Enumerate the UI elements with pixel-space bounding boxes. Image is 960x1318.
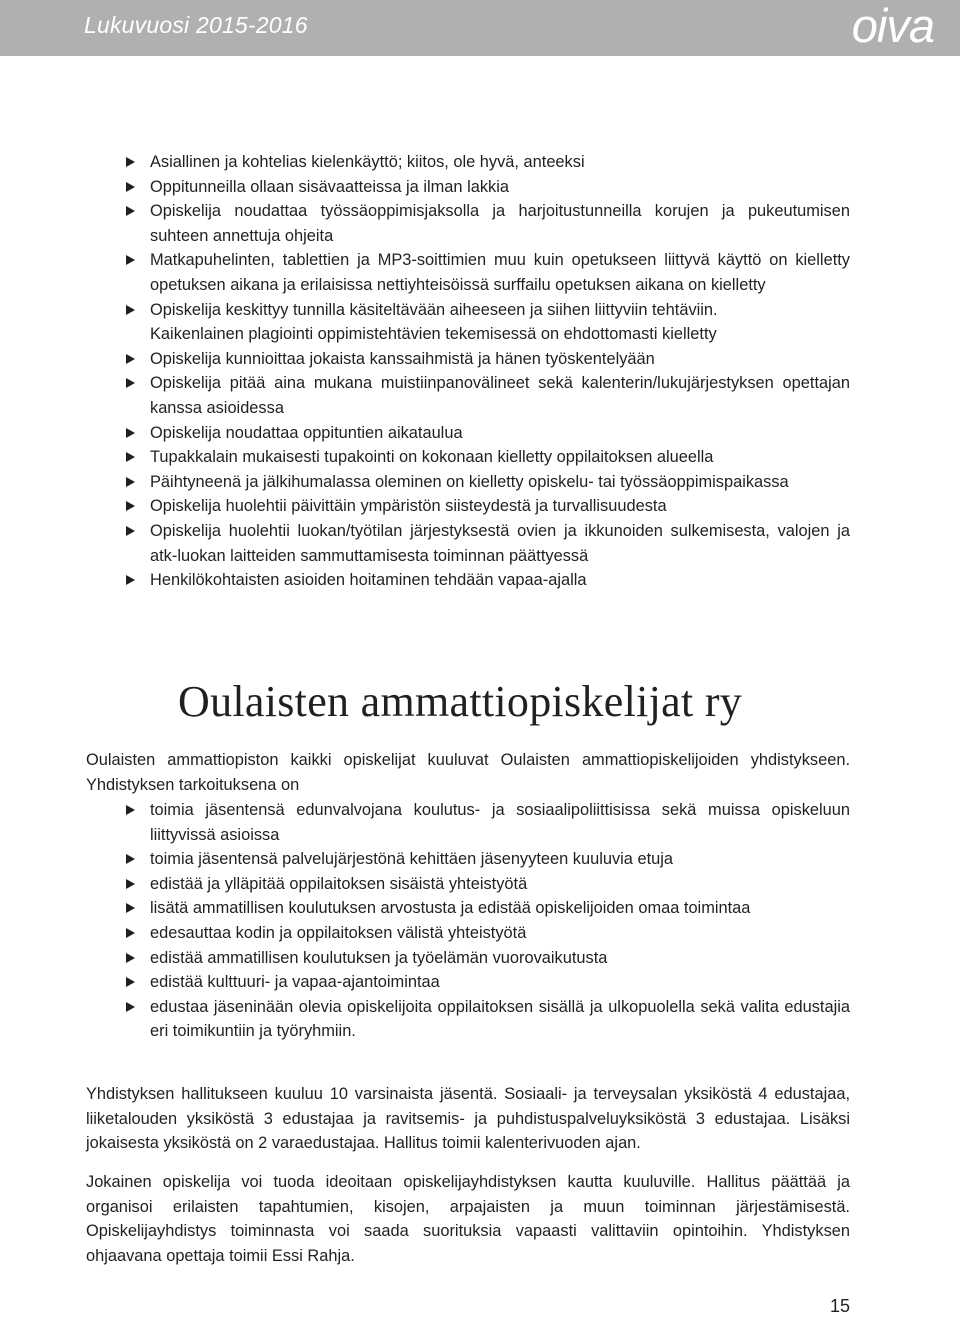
list-item — [126, 445, 850, 470]
list-item — [126, 371, 850, 420]
list-item — [126, 175, 850, 200]
list-item-text: lisätä ammatillisen koulutuksen arvostusta ja edistää opiskelijoiden omaa toimintaa — [150, 899, 751, 918]
arrow-bullet-icon — [126, 928, 135, 938]
list-item-text: Opiskelija kunnioittaa jokaista kanssaihmistä ja hänen työskentelyään — [150, 349, 655, 368]
list-item-text: edistää ammatillisen koulutuksen ja työelämän vuorovaikutusta — [150, 948, 608, 967]
list-item — [126, 347, 850, 372]
list-item — [126, 970, 850, 995]
arrow-bullet-icon — [126, 354, 135, 364]
section-title: Oulaisten ammattiopiskelijat ry — [178, 677, 743, 726]
arrow-bullet-icon — [126, 575, 135, 585]
list-item — [126, 421, 850, 446]
arrow-bullet-icon — [126, 305, 135, 315]
intro-paragraph: Oulaisten ammattiopiston kaikki opiskelijat kuuluvat Oulaisten ammattiopiskelijoiden yhdistykseen. Yhdistyksen tarkoituksena on — [86, 751, 850, 794]
list-item-text: toimia jäsentensä edunvalvojana koulutus- ja sosiaalipoliittisissa sekä muissa opiskeluun liittyvissä asioissa — [150, 801, 850, 844]
arrow-bullet-icon — [126, 879, 135, 889]
list-item — [126, 568, 850, 593]
arrow-bullet-icon — [126, 953, 135, 963]
list-item — [126, 896, 850, 921]
list-item — [126, 494, 850, 519]
plagiarism-text: Kaikenlainen plagiointi oppimistehtävien tekemisessä on ehdottomasti kielletty — [150, 325, 717, 344]
arrow-bullet-icon — [126, 157, 135, 167]
brand-logo: oiva — [851, 0, 934, 52]
board-paragraph: Yhdistyksen hallitukseen kuuluu 10 varsinaista jäsentä. Sosiaali- ja terveysalan yksiköstä 4 edustajaa, liiketalouden yksiköstä 3 edustajaa ja ravitsemis- ja puhdistuspalveluyksiköstä 3 edustajaa. Lisäksi jokaisesta yksiköstä on 2 varaedustajaa. Hallitus toimii kalenterivuoden ajan. — [86, 1085, 850, 1153]
list-item-text: Oppitunneilla ollaan sisävaatteissa ja ilman lakkia — [150, 177, 509, 196]
list-item — [126, 199, 850, 248]
arrow-bullet-icon — [126, 255, 135, 265]
goals-list — [126, 798, 850, 1044]
list-item-text: Opiskelija pitää aina mukana muistiinpanovälineet sekä kalenterin/lukujärjestyksen opettajan kanssa asioidessa — [150, 374, 850, 417]
list-item — [126, 519, 850, 568]
list-item-text: edustaa jäseninään olevia opiskelijoita oppilaitoksen sisällä ja ulkopuolella sekä valita edustajia eri toimikuntiin ja työryhmiin. — [150, 997, 850, 1041]
arrow-bullet-icon — [126, 805, 135, 815]
list-item-text: Henkilökohtaisten asioiden hoitaminen tehdään vapaa-ajalla — [150, 571, 587, 590]
plagiarism-note — [126, 322, 850, 347]
list-item — [126, 872, 850, 897]
arrow-bullet-icon — [126, 428, 135, 438]
list-item-text: toimia jäsentensä palvelujärjestönä kehittäen jäsenyyteen kuuluvia etuja — [150, 850, 674, 869]
list-item-text: Matkapuhelinten, tablettien ja MP3-soittimien muu kuin opetukseen liittyvä käyttö on kielletty opetuksen aikana ja erilaisissa nettiyhteisöissä surffailu opetuksen aikana on kielletty — [150, 251, 850, 294]
list-item-text: edistää kulttuuri- ja vapaa-ajantoimintaa — [150, 973, 440, 992]
list-item-text: edesauttaa kodin ja oppilaitoksen välistä yhteistyötä — [150, 923, 527, 942]
list-item-text: Opiskelija keskittyy tunnilla käsiteltävään aiheeseen ja siihen liittyviin tehtäviin. — [150, 300, 718, 319]
list-item — [126, 847, 850, 872]
list-item-text: Päihtyneenä ja jälkihumalassa oleminen on kielletty opiskelu- tai työssäoppimispaikassa — [150, 472, 789, 491]
list-item-text: Opiskelija noudattaa oppituntien aikataulua — [150, 423, 463, 442]
arrow-bullet-icon — [126, 452, 135, 462]
header-title: Lukuvuosi 2015-2016 — [84, 12, 308, 38]
list-item-text: Opiskelija huolehtii päivittäin ympäristön siisteydestä ja turvallisuudesta — [150, 497, 667, 516]
list-item-text: Asiallinen ja kohtelias kielenkäyttö; kiitos, ole hyvä, anteeksi — [150, 153, 585, 171]
arrow-bullet-icon — [126, 854, 135, 864]
list-item — [126, 798, 850, 847]
list-item-text: Opiskelija huolehtii luokan/työtilan järjestyksestä ovien ja ikkunoiden sulkemisesta, valojen ja atk-luokan laitteiden sammuttamisesta toiminnan päättyessä — [150, 521, 850, 565]
arrow-bullet-icon — [126, 501, 135, 511]
arrow-bullet-icon — [126, 903, 135, 913]
list-item — [126, 921, 850, 946]
rules-list — [126, 150, 850, 593]
list-item — [126, 470, 850, 495]
arrow-bullet-icon — [126, 1002, 135, 1012]
arrow-bullet-icon — [126, 526, 135, 536]
list-item-text: Opiskelija noudattaa työssäoppimisjaksolla ja harjoitustunneilla korujen ja pukeutumisen suhteen annettuja ohjeita — [150, 202, 850, 245]
page-number: 15 — [829, 1296, 850, 1316]
arrow-bullet-icon — [126, 477, 135, 487]
arrow-bullet-icon — [126, 977, 135, 987]
list-item-text: edistää ja ylläpitää oppilaitoksen sisäistä yhteistyötä — [150, 874, 528, 893]
list-item-text: Tupakkalain mukaisesti tupakointi on kokonaan kielletty oppilaitoksen alueella — [150, 448, 714, 467]
page-header — [0, 0, 960, 56]
arrow-bullet-icon — [126, 182, 135, 192]
list-item — [126, 946, 850, 971]
arrow-bullet-icon — [126, 206, 135, 216]
list-item — [126, 150, 850, 175]
list-item — [126, 995, 850, 1044]
arrow-bullet-icon — [126, 378, 135, 388]
list-item — [126, 248, 850, 297]
list-item — [126, 298, 850, 323]
activity-paragraph: Jokainen opiskelija voi tuoda ideoitaan opiskelijayhdistyksen kautta kuuluville. Hallitus päättää ja organisoi erilaisten tapahtumien, kisojen, arpajaisten ja muun toiminnan järjestämisestä. Opiskelijayhdistys toiminnasta voi saada suorituksia vapaasti valittaviin opintoihin. Yhdistyksen ohjaavana opettaja toimii Essi Rahja. — [86, 1173, 850, 1265]
